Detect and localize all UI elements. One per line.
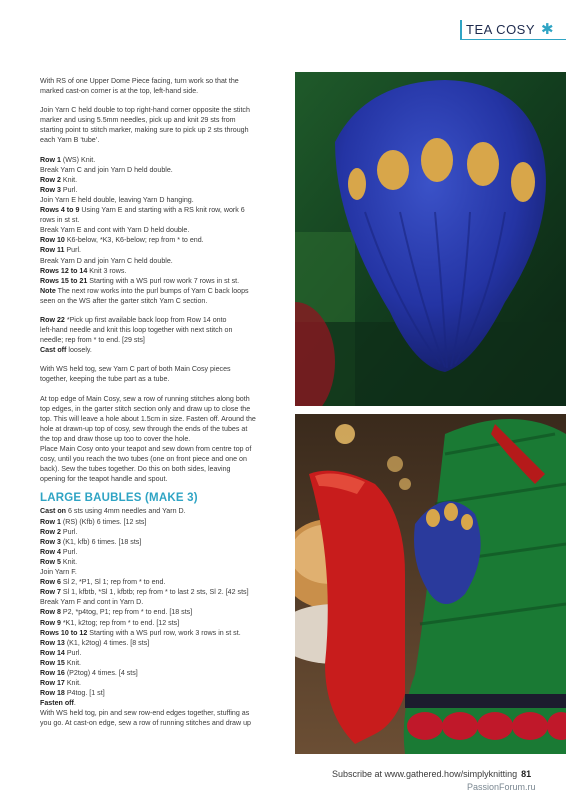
instruction-line [40,286,280,296]
instruction-line [40,315,280,325]
instruction-line [40,668,280,678]
row-label: Row 17 [40,679,65,688]
row-text: Knit. [64,658,82,667]
row-text: Sl 1, kfbtb, *Sl 1, kfbtb; rep from * to last 2 sts, Sl 2. [42 sts] [60,588,249,597]
row-label: Row 2 [40,527,61,536]
row-text: needle; rep from * to end. [29 sts] [40,336,145,345]
row-text: Sl 2, *P1, Sl 1; rep from * to end. [60,578,166,587]
instruction-line [40,638,280,648]
row-text: rows in st st. [40,216,80,225]
row-text: Break Yarn F and cont in Yarn D. [40,598,144,607]
instruction-line [40,587,280,597]
text-line: With RS of one Upper Dome Piece facing, turn work so that the [40,77,239,85]
instruction-line [40,276,280,286]
row-text: The next row works into the purl bumps of Yarn C back loops [55,286,249,295]
row-label: Row 11 [40,246,65,255]
baubles-instructions [40,506,280,708]
row-label: Fasten off [40,699,74,708]
row-label: Note [40,286,56,295]
text-line: you go. At cast-on edge, sew a row of running stitches and draw up [40,719,251,728]
instruction-line [40,205,280,215]
watermark: PassionForum.ru [467,782,536,792]
row-text: seen on the WS after the garter stitch Yarn C section. [40,296,208,305]
instruction-line [40,225,280,235]
instruction-line [40,335,280,345]
instruction-line [40,256,280,266]
row-text: P2, *p4tog, P1; rep from * to end. [18 sts] [60,608,193,617]
instruction-line [40,658,280,668]
sew-paragraph [40,364,280,384]
row-label: Row 10 [40,236,65,245]
page-number: 81 [521,769,532,779]
row-text: *Pick up first available back loop from Row 14 onto [64,315,227,324]
row-text: (RS) (Kfb) 6 times. [12 sts] [60,517,147,526]
instruction-line [40,537,280,547]
instruction-line [40,648,280,658]
row-text: Purl. [60,527,78,536]
instruction-line [40,628,280,638]
instruction-line [40,195,280,205]
row-label: Row 22 [40,315,65,324]
row-text: Starting with a WS purl row, work 3 rows in st st. [87,628,241,637]
row-text: Knit 3 rows. [87,266,127,275]
row-label: Cast on [40,507,67,516]
row-label: Cast off [40,346,67,355]
section-tag [460,20,566,39]
instruction-line [40,235,280,245]
row-text: Starting with a WS purl row work 7 rows in st st. [87,276,240,285]
row-text: (K1, k2tog) 4 times. [8 sts] [64,638,150,647]
instruction-line [40,557,280,567]
final-paragraph [40,708,280,728]
row-text: Join Yarn F. [40,568,77,577]
row-text: loosely. [66,346,92,355]
row-text: Break Yarn D and join Yarn C held double. [40,256,173,265]
pattern-text-column [40,76,280,738]
row-text: (WS) Knit. [60,155,96,164]
bauble-closeup-photo [295,72,566,406]
text-line: Join Yarn C held double to top right-hand corner opposite the stitch [40,106,250,115]
row-text: K6-below, *K3, K6-below; rep from * to end. [64,236,204,245]
row-label: Row 4 [40,547,61,556]
row-label: Row 16 [40,668,65,677]
row-label: Row 2 [40,175,61,184]
instruction-line [40,155,280,165]
instruction-line [40,567,280,577]
instruction-line [40,607,280,617]
instruction-line [40,688,280,698]
instruction-line [40,597,280,607]
text-line: back). Sew the tubes together. Do this on both sides, leaving [40,465,231,474]
row-label: Row 9 [40,618,61,627]
row-text: Purl. [64,648,82,657]
row-label: Row 15 [40,658,65,667]
header-divider [460,39,566,40]
baubles-heading: LARGE BAUBLES (MAKE 3) [40,492,198,505]
instruction-line [40,517,280,527]
instruction-line [40,245,280,255]
row-text: left-hand needle and knit this loop together with next stitch on [40,326,233,335]
row-text: Using Yarn E and starting with a RS knit row, work 6 [79,206,245,215]
text-line: With WS held tog, sew Yarn C part of both Main Cosy pieces [40,365,231,374]
text-line: With WS held tog, pin and sew row-end edges together, stuffing as [40,709,250,718]
row-text: . [73,699,76,708]
row-label: Rows 4 to 9 [40,206,80,215]
row-label: Rows 12 to 14 [40,266,88,275]
text-line: hole at drawn-up top of cosy, sew through the ends of the tubes at [40,424,248,433]
instruction-line [40,678,280,688]
instruction-line [40,577,280,587]
row-label: Row 3 [40,185,61,194]
top-edge-paragraph [40,394,280,485]
row-label: Row 8 [40,608,61,617]
row-text: Purl. [60,185,78,194]
instruction-line [40,325,280,335]
section-title: TEA COSY [466,22,536,37]
row-label: Row 1 [40,517,61,526]
instruction-line [40,266,280,276]
row-text: Break Yarn C and join Yarn D held double. [40,165,173,174]
row-label: Row 13 [40,638,65,647]
text-line: marked cast-on corner is at the top, left-hand side. [40,87,199,96]
subscribe-link[interactable]: Subscribe at www.gathered.how/simplyknitting [332,769,518,779]
row-text: (K1, kfb) 6 times. [18 sts] [60,537,142,546]
row-label: Row 3 [40,537,61,546]
instruction-line [40,165,280,175]
row-label: Row 18 [40,689,65,698]
text-line: starting point to stitch marker, making sure to pick up 2 sts through [40,126,249,135]
text-line: together, keeping the tube part as a tube. [40,375,170,384]
instruction-line [40,618,280,628]
row-text: 6 sts using 4mm needles and Yarn D. [66,507,186,516]
asterisk-icon: ✱ [541,21,554,38]
instruction-line [40,527,280,537]
row-label: Row 6 [40,578,61,587]
intro-paragraph [40,76,280,96]
row-text: Break Yarn E and cont with Yarn D held double. [40,226,190,235]
row-text: Knit. [60,557,78,566]
instruction-line [40,547,280,557]
instruction-line [40,185,280,195]
teapot-cosy-photo [295,414,566,754]
text-line: top. This will leave a hole about 1.5cm in size. Fasten off. Around the [40,414,256,423]
page-footer [332,769,531,779]
instruction-line [40,175,280,185]
text-line: each Yarn B ‘tube’. [40,136,100,145]
row-label: Row 1 [40,155,61,164]
instruction-line [40,345,280,355]
join-paragraph [40,105,280,145]
text-line: the top and draw those up too to cover the hole. [40,434,191,443]
instruction-line [40,506,280,516]
text-line: At top edge of Main Cosy, sew a row of running stitches along both [40,394,250,403]
row-label: Row 5 [40,557,61,566]
row-label: Row 14 [40,648,65,657]
row-text: Knit. [60,175,78,184]
row-text: Join Yarn E held double, leaving Yarn D hanging. [40,195,194,204]
instruction-line [40,296,280,306]
instruction-line [40,215,280,225]
row-text: Knit. [64,679,82,688]
row-text: (P2tog) 4 times. [4 sts] [64,668,138,677]
instruction-line [40,698,280,708]
text-line: top edges, in the garter stitch section only and draw up to close the [40,404,251,413]
text-line: opening for the teapot handle and spout. [40,475,168,484]
row-text: *K1, k2tog; rep from * to end. [12 sts] [60,618,180,627]
row-label: Row 7 [40,588,61,597]
row-text: P4tog. [1 st] [64,689,105,698]
row-label: Rows 15 to 21 [40,276,88,285]
text-line: Place Main Cosy onto your teapot and sew down from centre top of [40,445,252,453]
row-text: Purl. [60,547,78,556]
row-text: Purl. [64,246,82,255]
row-label: Rows 10 to 12 [40,628,88,637]
row22-instructions [40,315,280,355]
rows-instructions [40,155,280,306]
text-line: marker and using 5.5mm needles, pick up and knit 29 sts from [40,116,236,125]
text-line: cosy, until you reach the two tubes (one on front piece and one on [40,455,247,464]
